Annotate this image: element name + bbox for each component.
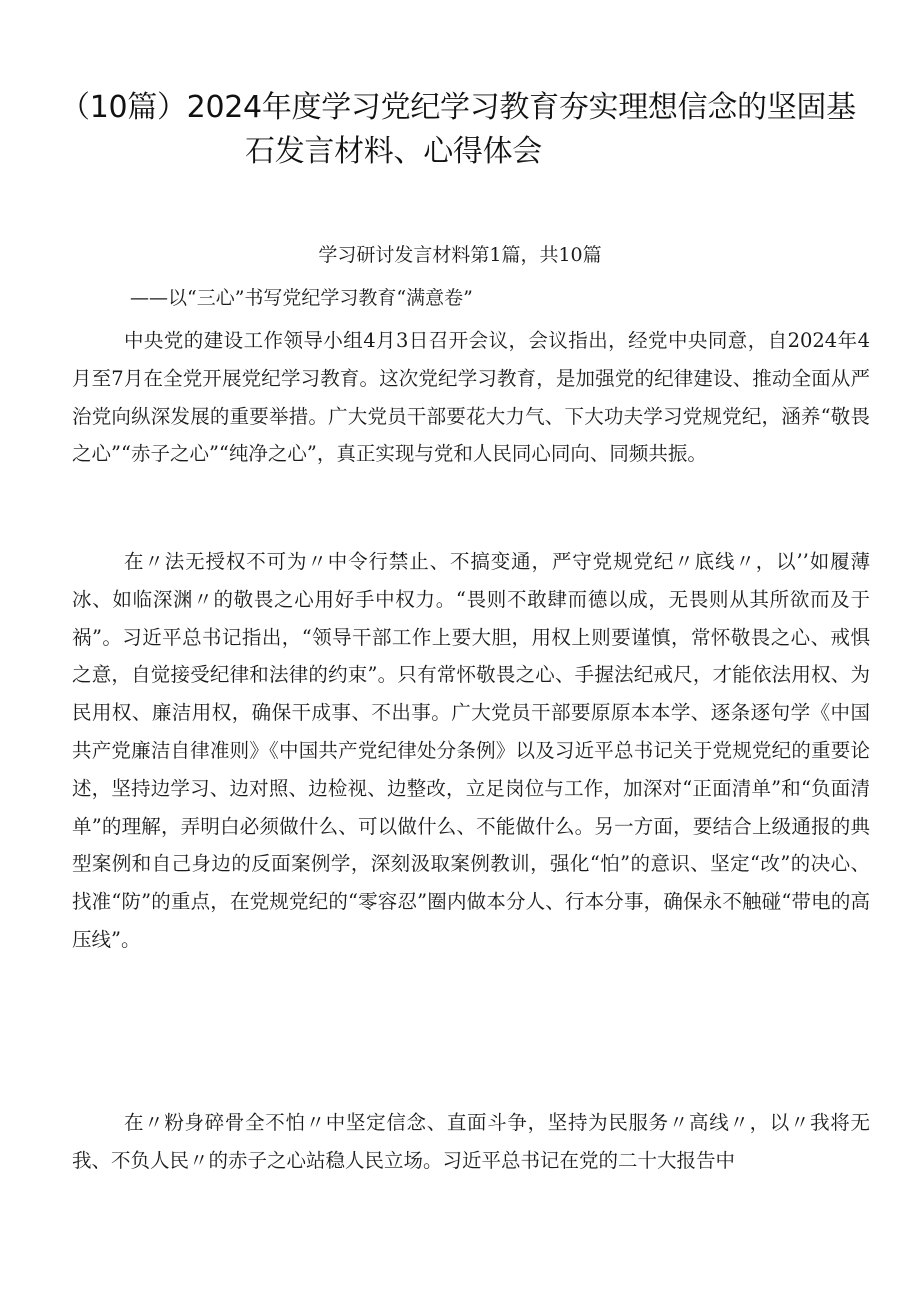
- document-title: [60, 86, 870, 174]
- section-theme-heading: ——以“三心”书写党纪学习教育“满意卷”: [130, 287, 473, 309]
- body-paragraph-3: 在〃粉身碎骨全不怕〃中坚定信念、直面斗争，坚持为民服务〃高线〃，以〃我将无我、不负人民〃的赤子之心站稳人民立场。习近平总书记在党的二十大报告中: [72, 1111, 870, 1172]
- body-paragraph-1: 中央党的建设工作领导小组4月3日召开会议，会议指出，经党中央同意，自2024年4月至7月在全党开展党纪学习教育。这次党纪学习教育，是加强党的纪律建设、推动全面从严治党向纵深发展的重要举措。广大党员干部要花大力气、下大功夫学习党规党纪，涵养“敬畏之心”“赤子之心”“纯净之心”，真正实现与党和人民同心同向、同频共振。: [72, 329, 870, 466]
- body-paragraph-2: 在〃法无授权不可为〃中令行禁止、不搞变通，严守党规党纪〃底线〃，以’’如履薄冰、如临深渊〃的敬畏之心用好手中权力。“畏则不敢肆而德以成，无畏则从其所欲而及于祸”。习近平总书记指出，“领导干部工作上要大胆，用权上则要谨慎，常怀敬畏之心、戒惧之意，自觉接受纪律和法律的约束”。只有常怀敬畏之心、手握法纪戒尺，才能依法用权、为民用权、廉洁用权，确保干成事、不出事。广大党员干部要原原本本学、逐条逐句学《中国共产党廉洁自律准则》《中国共产党纪律处分条例》以及习近平总书记关于党规党纪的重要论述，坚持边学习、边对照、边检视、边整改，立足岗位与工作，加深对“正面清单”和“负面清单”的理解，弄明白必须做什么、可以做什么、不能做什么。另一方面，要结合上级通报的典型案例和自己身边的反面案例学，深刻汲取案例教训，强化“怕”的意识、坚定“改”的决心、找准“防”的重点，在党规党纪的“零容忍”圈内做本分人、行本分事，确保永不触碰“带电的高压线”。: [72, 550, 870, 951]
- title-line-2: 石发言材料、心得体会: [245, 134, 542, 169]
- section-subtitle: 学习研讨发言材料第1篇，共10篇: [318, 244, 602, 266]
- title-line-1: （10篇）2024年度学习党纪学习教育夯实理想信念的坚固基: [60, 90, 856, 125]
